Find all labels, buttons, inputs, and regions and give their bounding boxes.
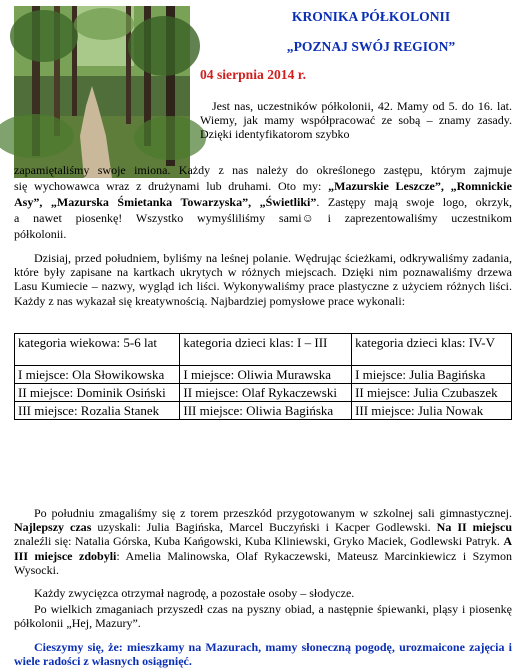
table-row	[15, 366, 512, 384]
paragraph1-line2: zapamiętaliśmy swoje imiona. Każdy z nas należy do określonego zastępu, którym zajmuje	[14, 163, 512, 177]
table-cell: I miejsce: Julia Bagińska	[352, 366, 512, 384]
chronicle-title: KRONIKA PÓŁKOLONII	[291, 9, 451, 24]
table-cell: I miejsce: Ola Słowikowska	[15, 366, 180, 384]
table-header-cell: kategoria dzieci klas: I – III	[180, 334, 352, 366]
paragraph3	[14, 506, 512, 577]
forest-path-photo	[14, 6, 190, 178]
paragraph1-line3-text: się wychowawca wraz z drużynami lub druhami. Oto my:	[14, 179, 322, 193]
table-header-row	[15, 334, 512, 366]
third-place-names: : Amelia Malinowska, Olaf Rykaczewski, Mateusz Marcinkiewicz i Szymon Wysocki.	[14, 548, 513, 577]
paragraph1-line4	[14, 195, 512, 209]
paragraph1-line6: półkolonii.	[14, 227, 67, 241]
paragraph1-line3	[14, 179, 512, 193]
paragraph1-line5: a nawet piosenkę! Wszystko wymyśliliśmy sami☺ i zaprezentowaliśmy uczestnikom	[14, 211, 512, 225]
paragraph3-lead: Po południu zmagaliśmy się z torem przeszkód przygotowanym w szkolnej sali gimnastycznej.	[34, 506, 512, 520]
chronicle-subtitle: „POZNAJ SWÓJ REGION”	[286, 39, 456, 54]
table-cell: I miejsce: Oliwia Murawska	[180, 366, 352, 384]
intro-paragraph: Jest nas, uczestników półkolonii, 42. Mamy od 5. do 16. lat. Wiemy, jak mamy współpracować ze sobą – znamy zasady. Dzięki identyfikatorom szybko	[200, 99, 512, 142]
table-cell: II miejsce: Julia Czubaszek	[352, 384, 512, 402]
second-place-names: znaleźli się: Natalia Górska, Kuba Kańgowski, Kuba Kliniewski, Gryko Maciek, Godlewski Patryk.	[14, 534, 500, 549]
table-cell: II miejsce: Dominik Osiński	[15, 384, 180, 402]
second-place-label: Na II miejscu	[436, 520, 512, 535]
table-row	[15, 402, 512, 420]
table-header-cell: kategoria wiekowa: 5-6 lat	[15, 334, 180, 366]
paragraph4: Każdy zwycięzca otrzymał nagrodę, a pozostałe osoby – słodycze.	[34, 586, 355, 600]
table-row	[15, 384, 512, 402]
forest-path-icon	[14, 6, 190, 178]
closing-statement: Cieszymy się, że: mieszkamy na Mazurach, mamy słoneczną pogodę, urozmaicone zajęcia i wiele radości z własnych osiągnięć.	[14, 640, 512, 668]
paragraph1-line4-rest: . Zastępy mają swoje logo, okrzyk,	[316, 195, 512, 209]
paragraph2: Dzisiaj, przed południem, byliśmy na leśnej polanie. Wędrując ścieżkami, odkrywaliśmy zadania, które były zapisane na kartkach ukrytych w różnych miejscach. Dzięki nim poznawaliśmy drzewa Lasu Kumiecie – nazwy, wygląd ich liści. Wykonywaliśmy prace plastyczne z użyciem różnych liści. Każdy z nas wykazał się kreatywnością. Najbardziej pomysłowe prace wykonali:	[14, 251, 512, 308]
table-cell: III miejsce: Julia Nowak	[352, 402, 512, 420]
team-names-2: Asy”, „Mazurska Śmietanka Towarzyska”, „Świetliki”	[14, 195, 317, 209]
table-cell: III miejsce: Rozalia Stanek	[15, 402, 180, 420]
entry-date: 04 sierpnia 2014 r.	[200, 67, 306, 82]
paragraph5: Po wielkich zmaganiach przyszedł czas na pyszny obiad, a następnie śpiewanki, pląsy i piosenkę półkolonii „Hej, Mazury”.	[14, 602, 512, 631]
best-time-label: Najlepszy czas	[14, 520, 92, 535]
third-place-label: A III miejsce zdobyli	[14, 534, 512, 563]
table-cell: III miejsce: Oliwia Bagińska	[180, 402, 352, 420]
table-cell: II miejsce: Olaf Rykaczewski	[180, 384, 352, 402]
best-time-names: uzyskali: Julia Bagińska, Marcel Buczyński i Kacper Godlewski.	[97, 520, 431, 535]
results-table	[14, 333, 512, 420]
team-names-1: „Mazurskie Leszcze”, „Romnickie	[328, 179, 512, 193]
table-header-cell: kategoria dzieci klas: IV-V	[352, 334, 512, 366]
